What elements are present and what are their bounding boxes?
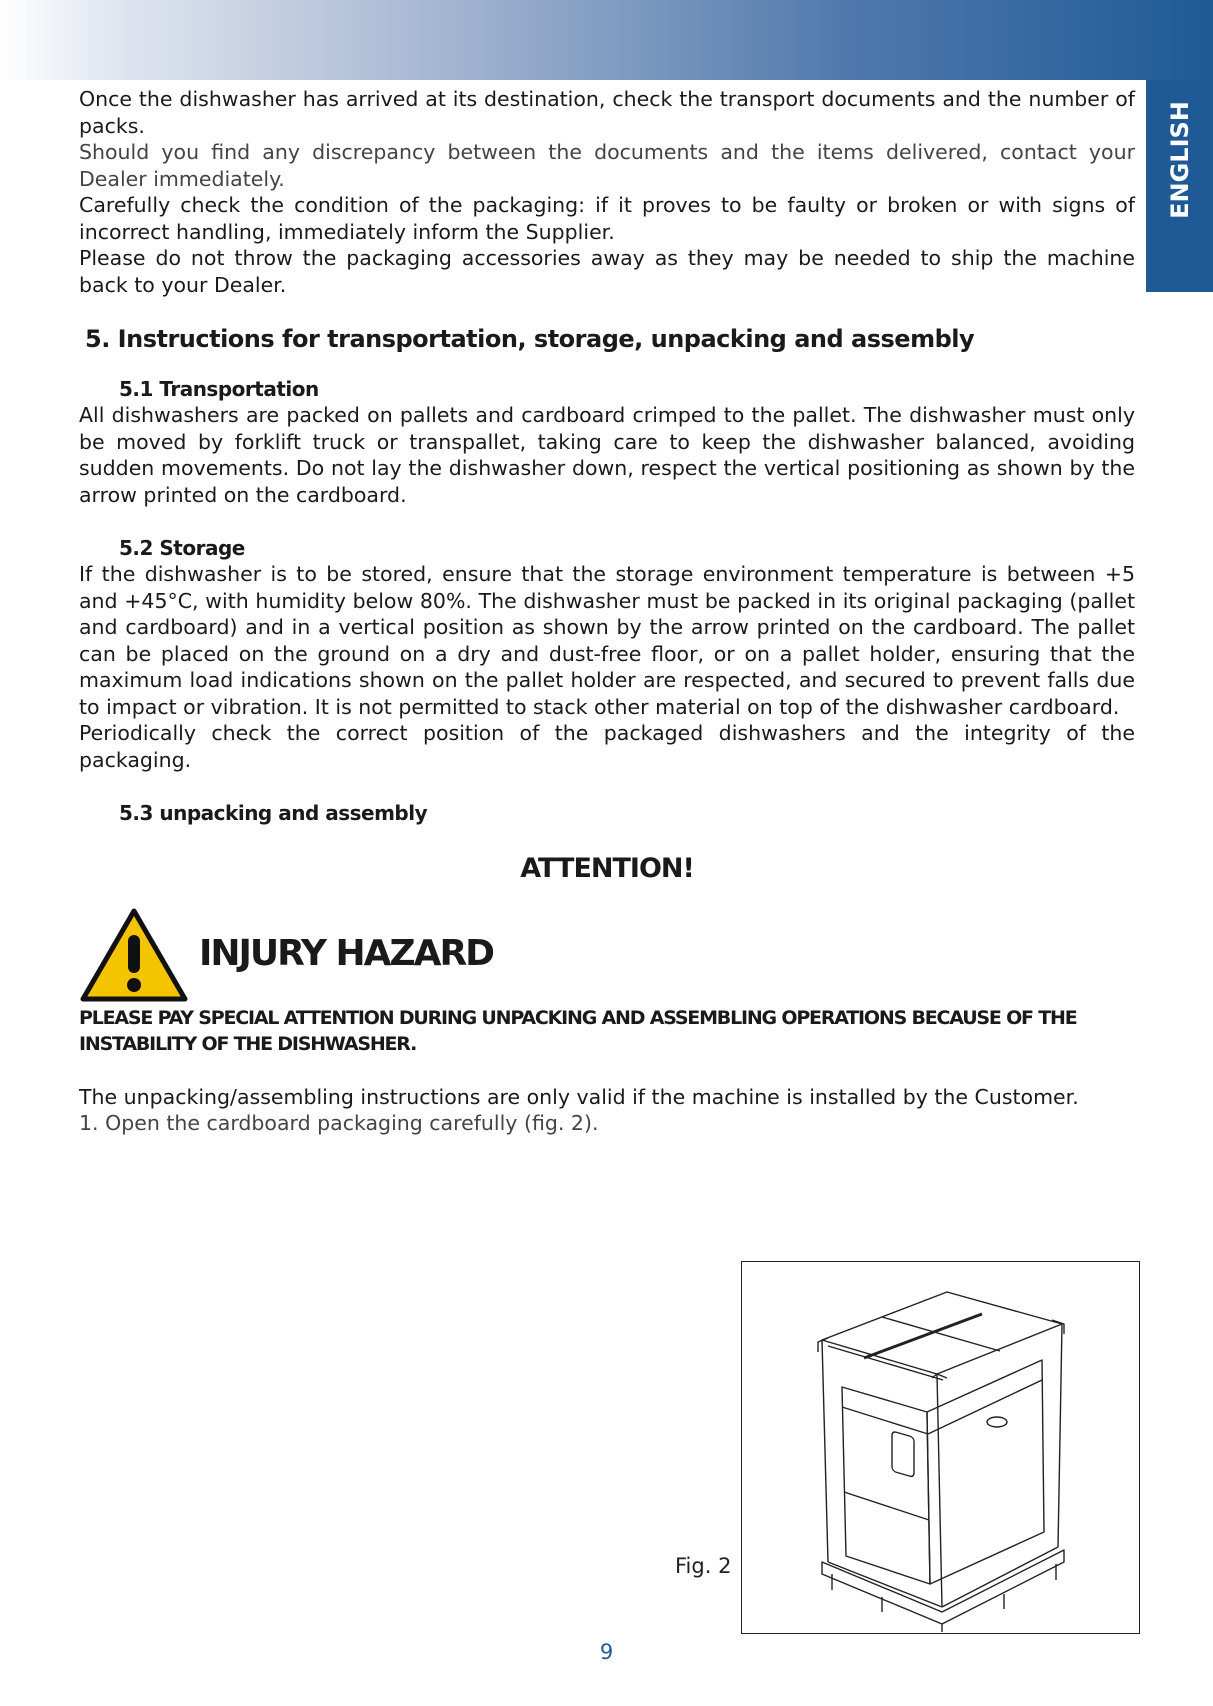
packaged-dishwasher-illustration [742, 1262, 1138, 1632]
figure-2-caption: Fig. 2 [675, 1554, 732, 1578]
section-5-1-text: All dishwashers are packed on pallets and cardboard crimped to the pallet. The dishwasher must only be moved by forklift truck or transpallet, taking care to keep the dishwasher balanced, avoiding sudden movements. Do not lay the dishwasher down, respect the vertical positioning as shown by the arrow printed on the cardboard. [79, 403, 1135, 507]
unpacking-warning: PLEASE PAY SPECIAL ATTENTION DURING UNPACKING AND ASSEMBLING OPERATIONS BECAUSE OF THE INSTABILITY OF THE DISHWASHER. [79, 1006, 1077, 1055]
attention-heading: ATTENTION! [520, 853, 694, 884]
section-5-1-heading: 5.1 Transportation [119, 377, 319, 401]
language-tab-label: ENGLISH [1166, 101, 1194, 219]
section-5-2-heading: 5.2 Storage [119, 536, 245, 560]
warning-triangle-icon [79, 905, 189, 1005]
injury-hazard-title: INJURY HAZARD [199, 933, 494, 975]
section-5-2-text: If the dishwasher is to be stored, ensure that the storage environment temperature is between +5 and +45°C, with humidity below 80%. The dishwasher must be packed in its original packaging (pallet and cardboard) and in a vertical position as shown by the arrow printed on the cardboard. The pallet can be placed on the ground on a dry and dust-free floor, or on a pallet holder, ensuring that the maximum load indications shown on the pallet holder are respected, and secured to prevent falls due to impact or vibration. It is not permitted to stack other material on top of the dishwasher cardboard. [79, 562, 1135, 719]
intro-paragraph-2: Should you find any discrepancy between the documents and the items delivered, contact your Dealer immediately. [79, 140, 1135, 191]
unpacking-step-1: 1. Open the cardboard packaging carefully (fig. 2). [79, 1111, 599, 1135]
header-gradient-band [0, 0, 1213, 80]
unpacking-note: The unpacking/assembling instructions are only valid if the machine is installed by the Customer. [79, 1084, 1079, 1109]
section-5-heading: 5. Instructions for transportation, storage, unpacking and assembly [85, 325, 975, 353]
intro-paragraph-1: Once the dishwasher has arrived at its destination, check the transport documents and the number of packs. [79, 87, 1135, 138]
section-5-2-text-2: Periodically check the correct position of the packaged dishwashers and the integrity of the packaging. [79, 721, 1135, 772]
figure-2-box [741, 1261, 1140, 1634]
section-5-3-heading: 5.3 unpacking and assembly [119, 801, 428, 825]
page-number: 9 [599, 1640, 614, 1664]
intro-paragraph-3: Carefully check the condition of the packaging: if it proves to be faulty or broken or with signs of incorrect handling, immediately inform the Supplier. [79, 193, 1135, 244]
injury-hazard-row [79, 905, 1135, 1005]
intro-paragraph-4: Please do not throw the packaging accessories away as they may be needed to ship the machine back to your Dealer. [79, 246, 1135, 297]
page-content [79, 86, 1135, 1137]
